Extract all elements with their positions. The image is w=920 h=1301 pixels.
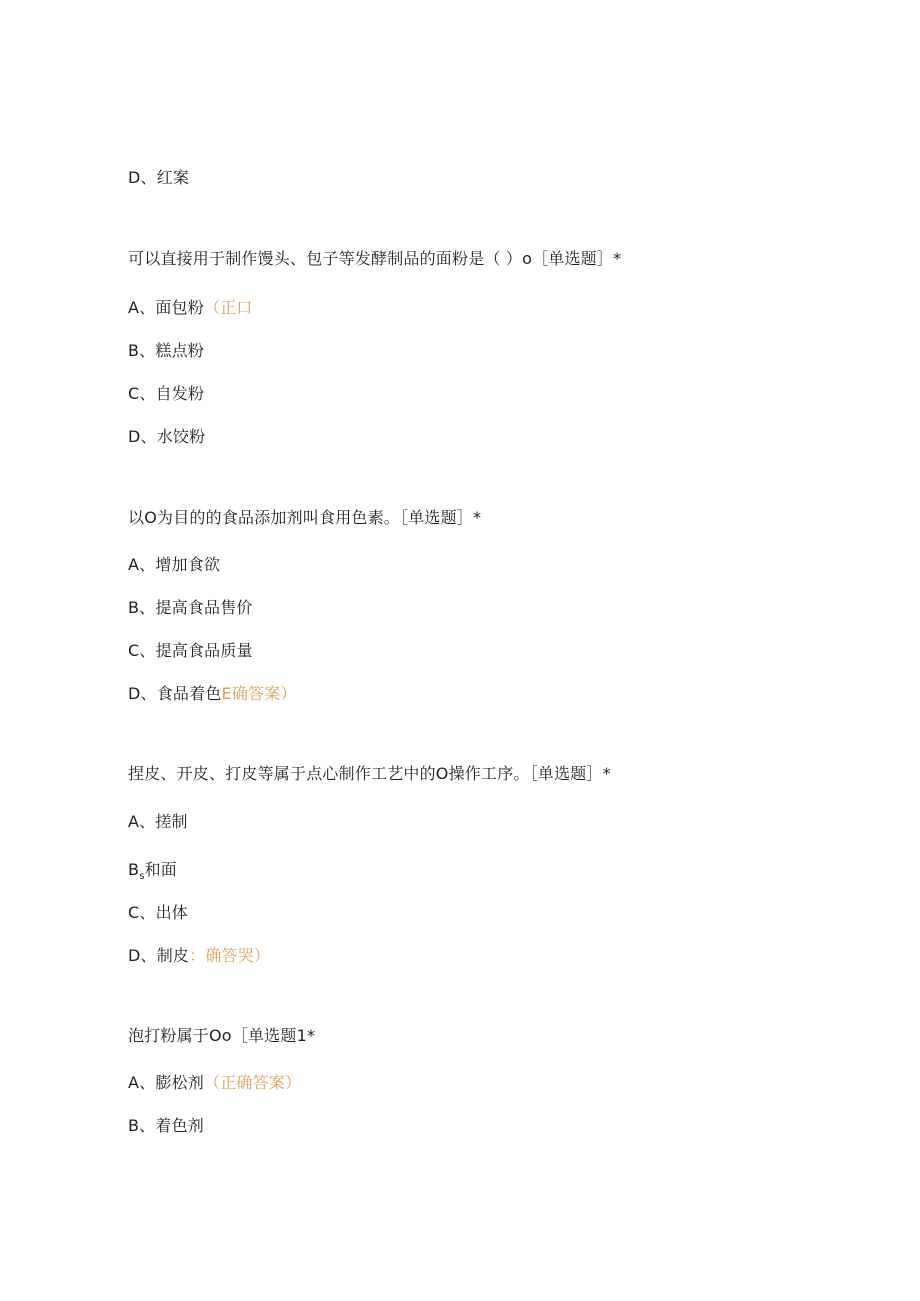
option-label: B、着色剂 <box>128 1116 204 1135</box>
correct-answer-mark: E确答案） <box>221 684 297 703</box>
question-2-option-b[interactable] <box>128 597 253 619</box>
question-3-option-b[interactable] <box>128 859 177 888</box>
option-label: A、膨松剂 <box>128 1073 204 1092</box>
question-3-option-a[interactable] <box>128 811 188 833</box>
question-4-option-b[interactable] <box>128 1115 204 1137</box>
option-label: C、提高食品质量 <box>128 641 253 660</box>
option-label: C、出体 <box>128 903 188 922</box>
question-2-option-d[interactable] <box>128 683 297 705</box>
question-1-option-d[interactable] <box>128 426 205 448</box>
question-3-option-d[interactable] <box>128 945 270 967</box>
option-label: D、红案 <box>128 168 190 187</box>
option-subscript: s <box>139 871 145 882</box>
question-4-option-a[interactable] <box>128 1072 301 1094</box>
option-label: 和面 <box>144 860 178 879</box>
question-2-option-c[interactable] <box>128 640 253 662</box>
correct-answer-mark: （正口 <box>203 298 253 317</box>
option-label: C、自发粉 <box>128 384 205 403</box>
option-label: B、糕点粉 <box>128 341 204 360</box>
question-1-option-c[interactable] <box>128 383 204 405</box>
question-2-text: 以O为目的的食品添加剂叫食用色素。［单选题］* <box>128 508 482 527</box>
question-2-option-a[interactable] <box>128 554 220 576</box>
option-label: A、面包粉 <box>128 298 204 317</box>
option-label: B、提高食品售价 <box>128 598 253 617</box>
option-label: A、增加食欲 <box>128 555 221 574</box>
option-label: D、食品着色 <box>128 684 222 703</box>
question-1-option-b[interactable] <box>128 340 204 362</box>
question-1-text: 可以直接用于制作馒头、包子等发酵制品的面粉是（ ）o［单选题］* <box>128 249 622 268</box>
option-label: D、水饺粉 <box>128 427 206 446</box>
option-label: A、搓制 <box>128 812 188 831</box>
question-3-text: 捏皮、开皮、打皮等属于点心制作工艺中的O操作工序。［单选题］* <box>128 764 611 783</box>
correct-answer-mark: （正确答案） <box>203 1073 302 1092</box>
option-d-prev[interactable] <box>128 167 189 189</box>
question-4-text: 泡打粉属于Oo［单选题1* <box>128 1026 316 1045</box>
correct-answer-mark: ：确答哭） <box>189 946 271 965</box>
question-1-option-a[interactable] <box>128 297 253 319</box>
option-letter: B <box>128 860 140 879</box>
option-label: D、制皮 <box>128 946 190 965</box>
question-3-option-c[interactable] <box>128 902 188 924</box>
